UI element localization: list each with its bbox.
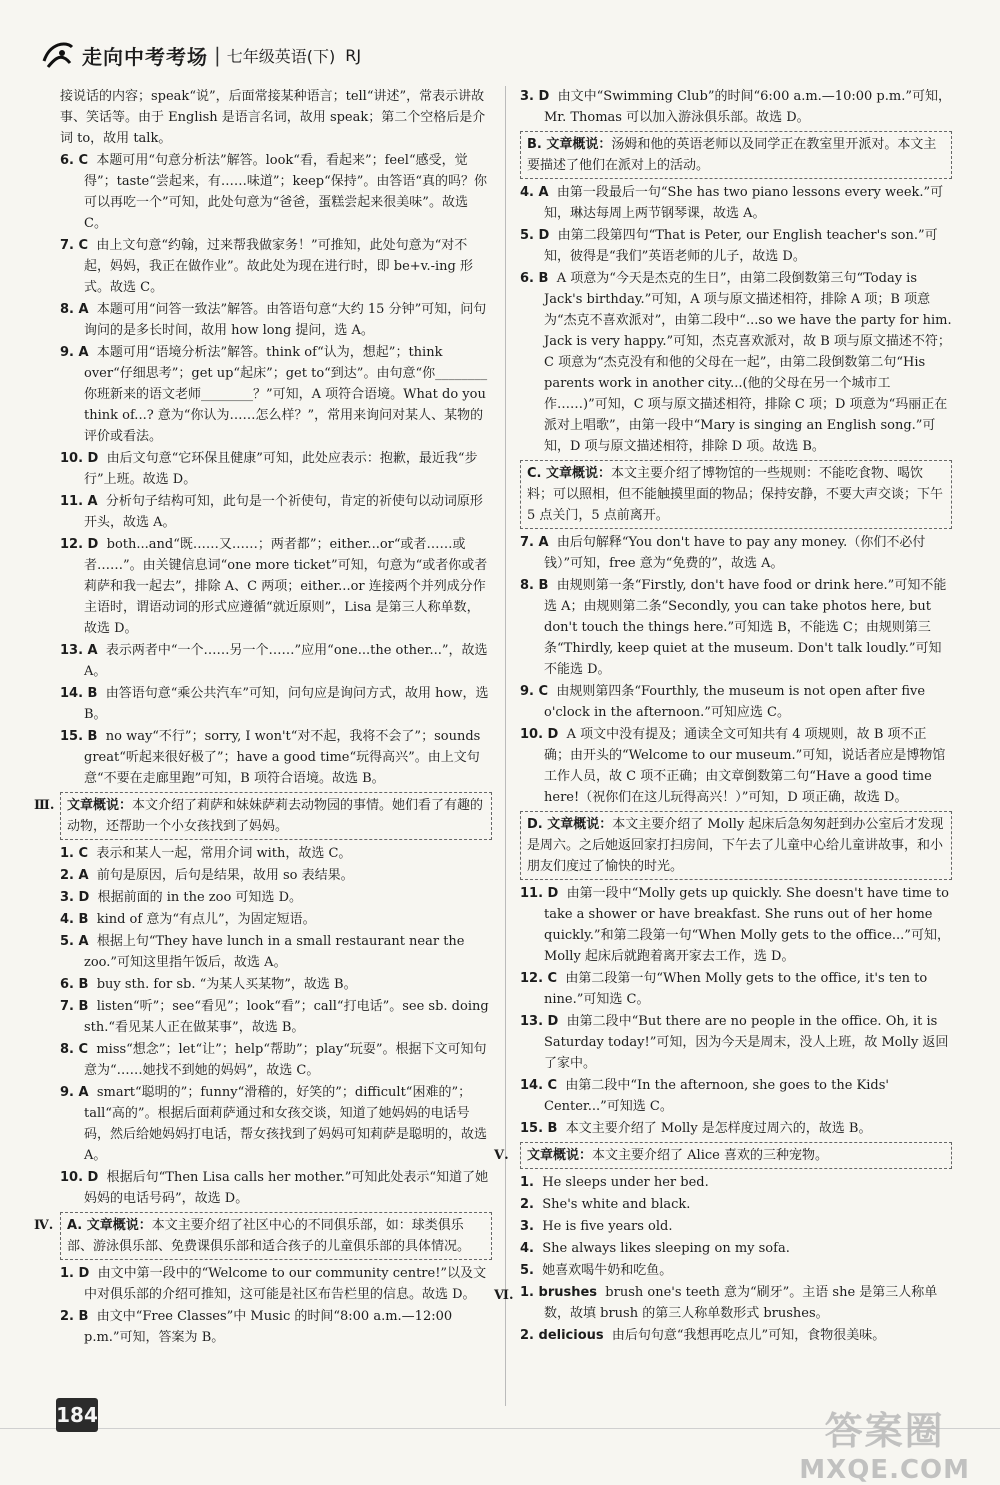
answer-number: 3. D [520, 89, 550, 104]
answer-number: 12. C [520, 971, 558, 986]
answer-text: 由后句解释“You don't have to pay any money.（你们不必付钱）”可知，free 意为“免费的”，故选 A。 [544, 535, 926, 571]
answer-number: 1. [520, 1175, 534, 1190]
summary-label: C. 文章概说： [527, 466, 612, 481]
answer-number: 10. D [60, 1170, 99, 1185]
section-numeral: Ⅲ. [34, 798, 55, 813]
answer-number: 9. A [60, 1085, 89, 1100]
answer-number: 14. C [520, 1078, 558, 1093]
answer-item [60, 1306, 492, 1348]
summary-text: 本文主要介绍了 Alice 喜欢的三种宠物。 [592, 1148, 828, 1163]
answer-text: 由上文句意“约翰，过来帮我做家务！”可推知，此处句意为“对不起，妈妈，我正在做作业”。故此处为现在进行时，即 be+v.-ing 形式。故选 C。 [84, 238, 473, 295]
summary-box [520, 131, 952, 179]
answer-item [520, 681, 952, 723]
answer-item [60, 1082, 492, 1166]
answer-number: 9. A [60, 345, 89, 360]
answer-number: 1. D [60, 1266, 90, 1281]
answer-number: 3. [520, 1219, 534, 1234]
edition-label: RJ [345, 45, 362, 65]
watermark-url: MXQE.COM [799, 1455, 970, 1485]
summary-label: 文章概说： [67, 798, 133, 813]
answer-item [60, 534, 492, 639]
summary-box [520, 460, 952, 529]
summary-label: 文章概说： [527, 1148, 593, 1163]
answer-text: 本题可用“语境分析法”解答。think of“认为，想起”；think over“仔细思考”；get up“起床”；get to“到达”。由句意“你________你班新来的语文老师________？”可知，A 项符合语境。What do you think of...? 意为“你认为……怎么样？”，常用来询问对某人、某物的评价或看法。 [84, 345, 488, 444]
answer-text: brush one's teeth 意为“刷牙”。主语 she 是第三人称单数，故填 brush 的第三人称单数形式 brushes。 [544, 1285, 938, 1321]
answer-item [60, 931, 492, 973]
answer-number: 5. [520, 1263, 534, 1278]
answer-item [60, 726, 492, 789]
answer-item [60, 909, 492, 930]
answer-number: 10. D [60, 451, 99, 466]
answer-text: 由答语句意“乘公共汽车”可知，问句应是询问方式，故用 how，选 B。 [84, 686, 489, 722]
section-numeral: Ⅴ. [494, 1148, 509, 1163]
answer-text: kind of 意为“有点儿”，为固定短语。 [96, 912, 316, 927]
answer-item [60, 640, 492, 682]
answer-item [60, 865, 492, 886]
answer-number: 14. B [60, 686, 98, 701]
summary-text: 本文主要介绍了博物馆的一些规则：不能吃食物、喝饮料；可以照相，但不能触摸里面的物品；保持安静，不要大声交谈；下午 5 点关门，5 点前离开。 [527, 466, 944, 523]
answer-text: 由规则第一条“Firstly, don't have food or drink here.”可知不能选 A；由规则第二条“Secondly, you can take photos here, but don't touch the things here.”可知选 B，不能选 C；由规则第三条“Thirdly, keep quiet at the museum. Don't talk loudly.”可知不能选 D。 [544, 578, 947, 677]
section-numeral: Ⅵ. [494, 1288, 514, 1303]
answer-text: 表示和某人一起，常用介词 with，故选 C。 [96, 846, 352, 861]
answer-number: 7. C [60, 238, 89, 253]
answer-item [520, 225, 952, 267]
summary-box [520, 1142, 952, 1169]
answer-number: 3. D [60, 890, 90, 905]
answer-text: 由第一段最后一句“She has two piano lessons every week.”可知，琳达每周上两节钢琴课，故选 A。 [544, 185, 944, 221]
answer-item [60, 887, 492, 908]
section-3 [34, 792, 492, 840]
answer-item [520, 1216, 952, 1237]
answer-number: 4. [520, 1241, 534, 1256]
answer-number: 6. B [520, 271, 549, 286]
answer-number: 5. A [60, 934, 89, 949]
section-6 [494, 1282, 952, 1324]
answer-text: A 项文中没有提及；通读全文可知共有 4 项规则，故 B 项不正确；由开头的“Welcome to our museum.”可知，说话者应是博物馆工作人员，故 C 项不正确；由文章倒数第二句“Have a good time here!（祝你们在这儿玩得高兴！）”可知，D 项正确，故选 D。 [544, 727, 946, 805]
answer-text: 本文主要介绍了 Molly 是怎样度过周六的，故选 B。 [565, 1121, 872, 1136]
answer-text: 根据后句“Then Lisa calls her mother.”可知此处表示“知道了她妈妈的电话号码”，故选 D。 [84, 1170, 489, 1206]
summary-text: 本文主要介绍了社区中心的不同俱乐部，如：球类俱乐部、游泳俱乐部、免费课俱乐部和适合孩子的儿童俱乐部的具体情况。 [67, 1218, 471, 1254]
answer-number: 15. B [60, 729, 98, 744]
answer-number: 1. brushes [520, 1285, 598, 1300]
answer-text: He sleeps under her bed. [542, 1175, 709, 1190]
answer-number: 6. C [60, 153, 89, 168]
answer-item [60, 1263, 492, 1305]
brand-title: 走向中考考场 [82, 44, 208, 69]
answer-number: 2. delicious [520, 1328, 604, 1343]
answer-text: 接说话的内容；speak“说”，后面常接某种语言；tell“讲述”，常表示讲故事、笑话等。由于 English 是语言名词，故用 speak；第二个空格后是介词 to，故用 talk。 [60, 89, 486, 146]
answer-text: 本题可用“句意分析法”解答。look“看，看起来”；feel“感受，觉得”；taste“尝起来，有……味道”；keep“保持”。由答语“真的吗？你可以再吃一个”可知，此处句意为“爸爸，蛋糕尝起来很美味”。故选 C。 [84, 153, 488, 231]
summary-text: 本文主要介绍了 Molly 起床后急匆匆赶到办公室后才发现是周六。之后她返回家打扫房间，下午去了儿童中心给儿童讲故事，和小朋友们度过了愉快的时光。 [527, 817, 944, 874]
answer-number: 4. A [520, 185, 549, 200]
answer-text: 由第二段中“In the afternoon, she goes to the Kids' Center...”可知选 C。 [544, 1078, 889, 1114]
answer-item [520, 1011, 952, 1074]
answer-number: 13. A [60, 643, 98, 658]
page-number: 184 [56, 1398, 98, 1432]
answer-item [60, 1167, 492, 1209]
section-4 [34, 1212, 492, 1260]
answer-number: 7. A [520, 535, 549, 550]
answer-item [60, 86, 492, 149]
answer-number: 12. D [60, 537, 99, 552]
answer-item [520, 1075, 952, 1117]
summary-text: 本文介绍了莉萨和妹妹萨莉去动物园的事情。她们看了有趣的动物，还帮助一个小女孩找到了妈妈。 [67, 798, 484, 834]
answer-number: 8. B [520, 578, 549, 593]
answer-item [60, 683, 492, 725]
answer-number: 6. B [60, 977, 89, 992]
summary-box [520, 811, 952, 880]
logo-icon [40, 37, 76, 73]
header-separator: | [214, 43, 221, 67]
answer-item [60, 843, 492, 864]
answer-number: 15. B [520, 1121, 558, 1136]
watermark [799, 1400, 970, 1485]
column-divider [505, 86, 506, 1406]
summary-label: D. 文章概说： [527, 817, 613, 832]
answer-text: A 项意为“今天是杰克的生日”，由第二段倒数第三句“Today is Jack's birthday.”可知，A 项与原文描述相符，排除 A 项；B 项意为“杰克不喜欢派对”，由第二段中“...so we have the party for him. Jack is very happy.”可知，杰克喜欢派对，故 B 项与原文描述不符；C 项意为“杰克没有和他的父母在一起”，由第二段倒数第二句“His parents work in another city...(他的父母在另一个城市工作……)”可知，C 项与原文描述相符，排除 C 项；D 项意为“玛丽正在派对上唱歌”，由第一段中“Mary is singing an English song.”可知，D 项与原文描述相符，排除 D 项。故选 B。 [544, 271, 952, 454]
answer-text: 由文中“Free Classes”中 Music 的时间“8:00 a.m.—12:00 p.m.”可知，答案为 B。 [84, 1309, 453, 1345]
subject-label: 七年级英语(下) [226, 46, 336, 66]
answer-text: 前句是原因，后句是结果，故用 so 表结果。 [96, 868, 354, 883]
answer-number: 2. [520, 1197, 534, 1212]
answer-number: 8. A [60, 302, 89, 317]
answer-item [60, 974, 492, 995]
answer-item [520, 1238, 952, 1259]
left-column [34, 86, 492, 1349]
answer-text: 根据上句“They have lunch in a small restaurant near the zoo.”可知这里指午饭后，故选 A。 [84, 934, 465, 970]
answer-item [60, 1039, 492, 1081]
answer-text: buy sth. for sb. “为某人买某物”，故选 B。 [96, 977, 357, 992]
answer-item [520, 532, 952, 574]
summary-box [60, 792, 492, 840]
answer-item [60, 299, 492, 341]
section-numeral: Ⅳ. [34, 1218, 54, 1233]
answer-item [520, 1194, 952, 1215]
answer-number: 10. D [520, 727, 559, 742]
answer-item [520, 724, 952, 808]
page-header [40, 36, 361, 74]
watermark-title: 答案圈 [824, 1409, 945, 1453]
answer-text: 分析句子结构可知，此句是一个祈使句，肯定的祈使句以动词原形开头，故选 A。 [84, 494, 483, 530]
answer-text: listen“听”；see“看见”；look“看”；call“打电话”。see sb. doing sth.“看见某人正在做某事”，故选 B。 [84, 999, 489, 1035]
summary-box [60, 1212, 492, 1260]
answer-text: 由第二段第一句“When Molly gets to the office, it's ten to nine.”可知选 C。 [544, 971, 928, 1007]
answer-number: 13. D [520, 1014, 559, 1029]
answer-item [520, 86, 952, 128]
answer-number: 4. B [60, 912, 89, 927]
summary-label: A. 文章概说： [67, 1218, 152, 1233]
answer-text: no way“不行”；sorry, I won't“对不起，我将不会了”；sounds great“听起来很好极了”；have a good time“玩得高兴”。由上文句意“不要在走廊里跑”可知，B 项符合语境。故选 B。 [84, 729, 481, 786]
answer-item [520, 1172, 952, 1193]
answer-number: 11. D [520, 886, 559, 901]
summary-label: B. 文章概说： [527, 137, 612, 152]
section-5 [494, 1142, 952, 1169]
answer-number: 1. C [60, 846, 89, 861]
answer-text: 由文中第一段中的“Welcome to our community centre!”以及文中对俱乐部的介绍可推知，这可能是社区布告栏里的信息。故选 D。 [84, 1266, 487, 1302]
answer-text: 由文中“Swimming Club”的时间“6:00 a.m.—10:00 p.m.”可知，Mr. Thomas 可以加入游泳俱乐部。故选 D。 [544, 89, 951, 125]
answer-number: 5. D [520, 228, 550, 243]
answer-number: 9. C [520, 684, 549, 699]
answer-text: 由第二段中“But there are no people in the office. Oh, it is Saturday today!”可知，因为今天是周末，没人上班，故 Molly 返回了家中。 [544, 1014, 949, 1071]
answer-item [60, 491, 492, 533]
answer-item [520, 1260, 952, 1281]
answer-item [520, 1282, 952, 1324]
answer-text: She's white and black. [542, 1197, 691, 1212]
answer-text: 由规则第四条“Fourthly, the museum is not open after five o'clock in the afternoon.”可知应选 C。 [544, 684, 926, 720]
answer-item [60, 448, 492, 490]
answer-text: 她喜欢喝牛奶和吃鱼。 [542, 1263, 673, 1278]
answer-item [60, 150, 492, 234]
answer-item [520, 575, 952, 680]
answer-item [520, 1118, 952, 1139]
answer-item [60, 235, 492, 298]
answer-item [520, 182, 952, 224]
answer-text: 由后句句意“我想再吃点儿”可知，食物很美味。 [611, 1328, 886, 1343]
answer-text: 表示两者中“一个……另一个……”应用“one...the other...”，故选 A。 [84, 643, 488, 679]
answer-number: 8. C [60, 1042, 89, 1057]
answer-text: He is five years old. [542, 1219, 673, 1234]
answer-text: She always likes sleeping on my sofa. [542, 1241, 790, 1256]
answer-item [520, 883, 952, 967]
answer-item [60, 342, 492, 447]
answer-number: 7. B [60, 999, 89, 1014]
answer-text: smart“聪明的”；funny“滑稽的，好笑的”；difficult“困难的”；tall“高的”。根据后面莉萨通过和女孩交谈，知道了她妈妈的电话号码，然后给她妈妈打电话，帮女孩找到了妈妈可知莉萨是聪明的，故选 A。 [84, 1085, 488, 1163]
answer-number: 2. A [60, 868, 89, 883]
answer-item [520, 968, 952, 1010]
right-column [494, 86, 952, 1347]
answer-number: 11. A [60, 494, 98, 509]
answer-text: miss“想念”；let“让”；help“帮助”；play“玩耍”。根据下文可知句意为“……她找不到她的妈妈”，故选 C。 [84, 1042, 487, 1078]
answer-text: 根据前面的 in the zoo 可知选 D。 [97, 890, 302, 905]
answer-text: 由第二段第四句“That is Peter, our English teacher's son.”可知，彼得是“我们”英语老师的儿子，故选 D。 [544, 228, 938, 264]
answer-text: 由后文句意“它环保且健康”可知，此处应表示：抱歉，最近我“步行”上班。故选 D。 [84, 451, 478, 487]
answer-item [520, 268, 952, 457]
answer-item [520, 1325, 952, 1346]
answer-item [60, 996, 492, 1038]
summary-text: 汤姆和他的英语老师以及同学正在教室里开派对。本文主要描述了他们在派对上的活动。 [527, 137, 937, 173]
answer-text: both...and“既……又……；两者都”；either...or“或者……或者……”。由关键信息词“one more ticket”可知，句意为“或者你或者莉萨和我一起去”，排除 A、C 两项；either...or 连接两个并列成分作主语时，谓语动词的形式应遵循“就近原则”，Lisa 是第三人称单数，故选 D。 [84, 537, 488, 636]
answer-text: 本题可用“问答一致法”解答。由答语句意“大约 15 分钟”可知，问句询问的是多长时间，故用 how long 提问，选 A。 [84, 302, 487, 338]
answer-number: 2. B [60, 1309, 89, 1324]
answer-text: 由第一段中“Molly gets up quickly. She doesn't have time to take a shower or have breakfast. She runs out of her home quickly.”和第二段第一句“When Molly gets to the office...”可知，Molly 起床后就跑着离开家去工作，选 D。 [544, 886, 950, 964]
